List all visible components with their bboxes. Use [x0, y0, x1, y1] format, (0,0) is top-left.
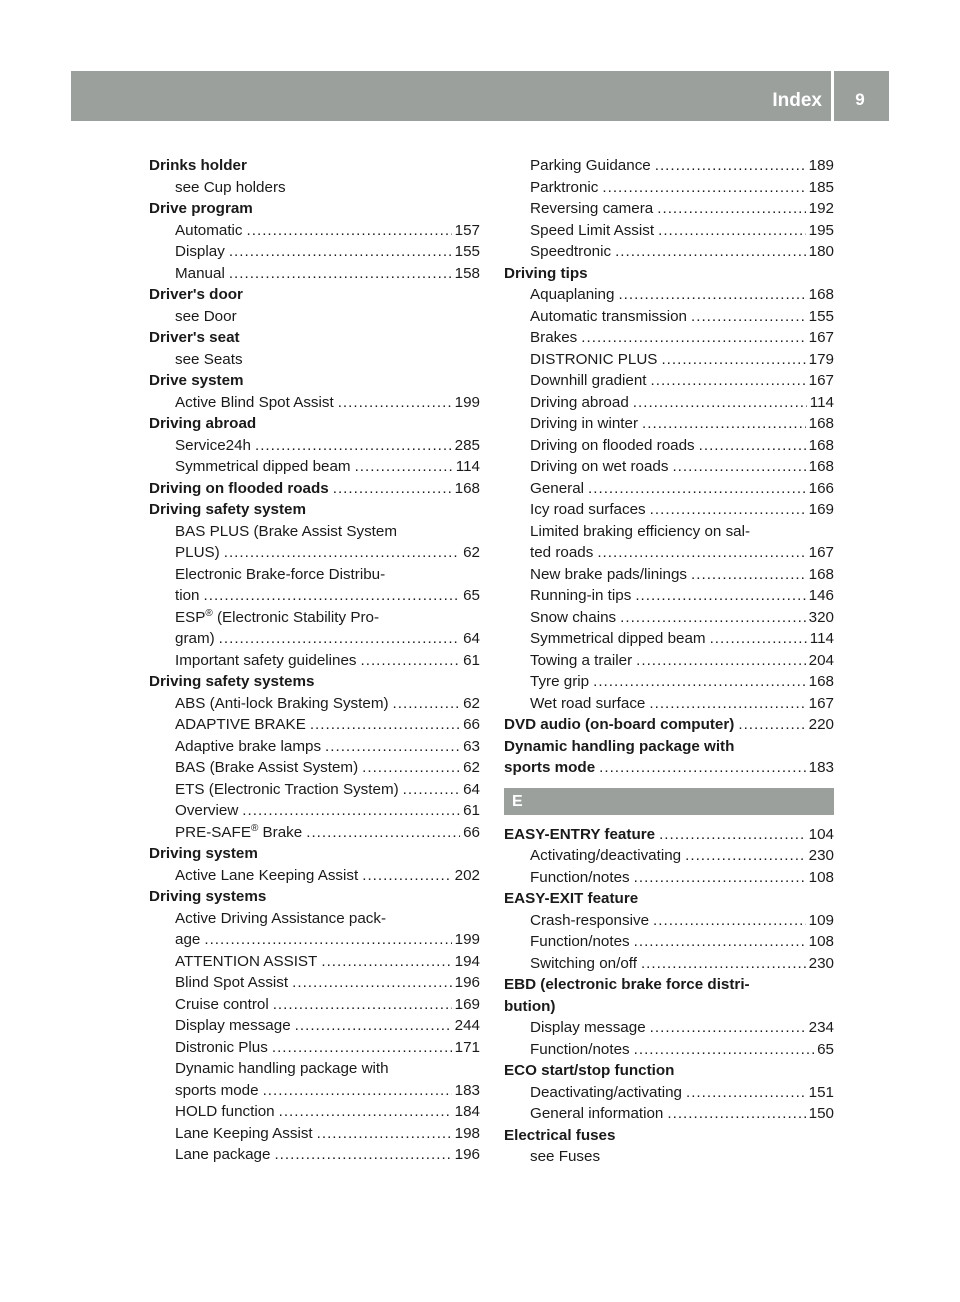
index-entry[interactable]: Icy road surfaces ..... 169 [504, 499, 834, 521]
index-heading: Driving safety system [149, 501, 307, 518]
index-entry[interactable]: Driving on flooded roads ..... 168 [504, 435, 834, 457]
index-entry[interactable]: Symmetrical dipped beam ..... 114 [504, 628, 834, 650]
index-heading-entry[interactable]: Driving on flooded roads ..... 168 [149, 478, 480, 500]
index-entry-line: Electronic Brake-force Distribu- [175, 565, 386, 583]
index-heading: Drive program [149, 200, 253, 217]
index-heading: Drive system [149, 372, 244, 389]
index-entry[interactable]: Wet road surface ..... 167 [504, 693, 834, 715]
index-heading: EBD (electronic brake force distri- [504, 976, 750, 993]
index-entry[interactable]: Manual ..... 158 [149, 263, 480, 285]
index-entry[interactable]: General ..... 166 [504, 478, 834, 500]
see-reference: see Fuses [530, 1148, 601, 1165]
index-entry[interactable]: BAS (Brake Assist System) ..... 62 [149, 757, 480, 779]
index-entry[interactable]: age ..... 199 [149, 929, 480, 951]
index-heading: Driving system [149, 845, 258, 862]
index-heading: Driver's door [149, 286, 243, 303]
index-heading: Driving abroad [149, 415, 257, 432]
index-entry[interactable]: ETS (Electronic Traction System) ..... 64 [149, 779, 480, 801]
index-entry[interactable]: Important safety guidelines ..... 61 [149, 650, 480, 672]
index-entry[interactable]: Parking Guidance ..... 189 [504, 155, 834, 177]
index-entry[interactable]: Lane package ..... 196 [149, 1144, 480, 1166]
index-entry-line: ESP® (Electronic Stability Pro- [175, 607, 380, 626]
index-entry[interactable]: HOLD function ..... 184 [149, 1101, 480, 1123]
index-entry[interactable]: Automatic ..... 157 [149, 220, 480, 242]
index-entry[interactable]: Speedtronic ..... 180 [504, 241, 834, 263]
index-entry[interactable]: Running-in tips ..... 146 [504, 585, 834, 607]
index-heading-entry[interactable]: EASY-ENTRY feature ..... 104 [504, 824, 834, 846]
index-entry[interactable]: ABS (Anti-lock Braking System) ..... 62 [149, 693, 480, 715]
index-entry[interactable]: sports mode ..... 183 [149, 1080, 480, 1102]
index-entry[interactable]: tion ..... 65 [149, 585, 480, 607]
index-entry[interactable]: Reversing camera ..... 192 [504, 198, 834, 220]
page-number: 9 [855, 90, 865, 109]
index-entry-line: BAS PLUS (Brake Assist System [175, 522, 397, 540]
index-entry[interactable]: Overview ..... 61 [149, 800, 480, 822]
index-heading: Driving systems [149, 888, 267, 905]
index-heading: Driving tips [504, 264, 588, 282]
index-heading-entry[interactable]: DVD audio (on-board computer) ..... 220 [504, 714, 834, 736]
index-entry[interactable]: Deactivating/activating ..... 151 [504, 1082, 834, 1104]
index-entry[interactable]: Display message ..... 244 [149, 1015, 480, 1037]
index-entry[interactable]: Tyre grip ..... 168 [504, 671, 834, 693]
index-entry[interactable]: Function/notes ..... 65 [504, 1039, 834, 1061]
page-title: Index [772, 90, 822, 111]
index-entry[interactable]: Driving on wet roads ..... 168 [504, 456, 834, 478]
index-entry[interactable]: Brakes ..... 167 [504, 327, 834, 349]
index-entry[interactable]: General information ..... 150 [504, 1103, 834, 1125]
index-entry[interactable]: Speed Limit Assist ..... 195 [504, 220, 834, 242]
index-heading: Driver's seat [149, 329, 240, 346]
index-entry[interactable]: Function/notes ..... 108 [504, 931, 834, 953]
index-heading: Dynamic handling package with [504, 737, 735, 755]
index-column-left [149, 155, 480, 1166]
index-entry-line: Dynamic handling package with [175, 1060, 389, 1077]
index-entry[interactable]: Service24h ..... 285 [149, 435, 480, 457]
index-entry[interactable]: Distronic Plus ..... 171 [149, 1037, 480, 1059]
index-entry[interactable]: PRE-SAFE® Brake ..... 66 [149, 822, 480, 844]
index-entry[interactable]: Cruise control ..... 169 [149, 994, 480, 1016]
index-heading: Drinks holder [149, 157, 247, 174]
index-entry[interactable]: Driving in winter ..... 168 [504, 413, 834, 435]
index-heading-entry[interactable]: sports mode ..... 183 [504, 757, 834, 779]
index-entry[interactable]: Driving abroad ..... 114 [504, 392, 834, 414]
index-heading: ECO start/stop function [504, 1062, 675, 1079]
index-entry[interactable]: Active Lane Keeping Assist ..... 202 [149, 865, 480, 887]
section-letter-e: E [504, 788, 834, 815]
see-reference: see Cup holders [175, 178, 286, 196]
index-heading: bution) [504, 997, 556, 1015]
index-entry[interactable]: Lane Keeping Assist ..... 198 [149, 1123, 480, 1145]
index-entry[interactable]: Display ..... 155 [149, 241, 480, 263]
index-entry[interactable]: Downhill gradient ..... 167 [504, 370, 834, 392]
index-entry[interactable]: Function/notes ..... 108 [504, 867, 834, 889]
index-entry[interactable]: Display message ..... 234 [504, 1017, 834, 1039]
index-entry[interactable]: Aquaplaning ..... 168 [504, 284, 834, 306]
index-entry-line: Limited braking efficiency on sal- [530, 522, 751, 540]
see-reference: see Door [175, 307, 237, 325]
index-entry[interactable]: Active Blind Spot Assist ..... 199 [149, 392, 480, 414]
header-divider [831, 71, 834, 121]
index-entry[interactable]: DISTRONIC PLUS ..... 179 [504, 349, 834, 371]
index-entry[interactable]: Snow chains ..... 320 [504, 607, 834, 629]
index-entry[interactable]: PLUS) ..... 62 [149, 542, 480, 564]
see-reference: see Seats [175, 350, 243, 368]
index-entry[interactable]: Adaptive brake lamps ..... 63 [149, 736, 480, 758]
index-entry[interactable]: ATTENTION ASSIST ..... 194 [149, 951, 480, 973]
index-entry[interactable]: Towing a trailer ..... 204 [504, 650, 834, 672]
index-entry[interactable]: Crash-responsive ..... 109 [504, 910, 834, 932]
index-entry[interactable]: ADAPTIVE BRAKE ..... 66 [149, 714, 480, 736]
index-entry[interactable]: Automatic transmission ..... 155 [504, 306, 834, 328]
index-entry[interactable]: Symmetrical dipped beam ..... 114 [149, 456, 480, 478]
index-entry[interactable]: Blind Spot Assist ..... 196 [149, 972, 480, 994]
index-heading: Electrical fuses [504, 1126, 616, 1144]
index-entry[interactable]: New brake pads/linings ..... 168 [504, 564, 834, 586]
index-entry[interactable]: Parktronic ..... 185 [504, 177, 834, 199]
index-heading: EASY-EXIT feature [504, 890, 639, 907]
index-entry[interactable]: Switching on/off ..... 230 [504, 953, 834, 975]
index-entry-line: Active Driving Assistance pack- [175, 909, 387, 927]
index-column-right [504, 155, 834, 1168]
index-entry[interactable]: ted roads ..... 167 [504, 542, 834, 564]
index-heading: Driving safety systems [149, 673, 315, 690]
index-entry[interactable]: gram) ..... 64 [149, 628, 480, 650]
index-entry[interactable]: Activating/deactivating ..... 230 [504, 845, 834, 867]
